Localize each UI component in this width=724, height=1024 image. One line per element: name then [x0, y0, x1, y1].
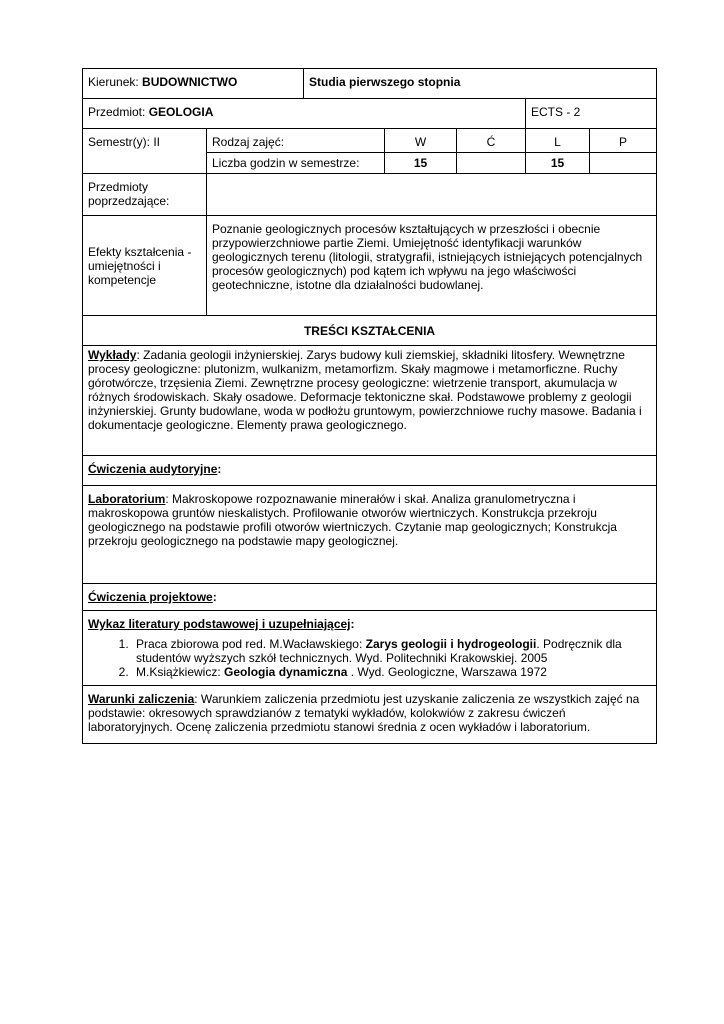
class-types-row [83, 129, 657, 153]
outcomes-label-cell [83, 216, 207, 316]
laboratory-row [83, 486, 657, 584]
semester-label: Semestr(y): II [88, 135, 161, 149]
class-types-label: Rodzaj zajęć: [212, 135, 285, 149]
hours-c [457, 153, 526, 174]
literature-item-title: Geologia dynamiczna [224, 665, 348, 679]
literature-item-details: . Podręcznik dla studentów wyższych szkół technicznych. Wyd. Politechniki Krakowskiej. 2005 [136, 637, 622, 665]
field-subject [83, 99, 526, 129]
prerequisites-label-cell [83, 174, 207, 216]
auditory-cell [83, 456, 657, 486]
literature-item-author: M.Książkiewicz: [136, 665, 225, 679]
literature-item [132, 665, 651, 679]
outcomes-label: Efekty kształcenia - umiejętności i kompetencje [88, 244, 192, 287]
prerequisites-row [83, 174, 657, 216]
hours-w-value: 15 [413, 156, 428, 170]
field-study-level [304, 69, 657, 99]
contents-title-row [83, 316, 657, 346]
literature-item [132, 637, 651, 665]
prerequisites-label: Przedmioty poprzedzające: [88, 180, 170, 208]
project-row [83, 584, 657, 611]
field-ects [526, 99, 657, 129]
syllabus-page [82, 68, 656, 744]
subject-value: GEOLOGIA [148, 105, 214, 119]
type-p: P [590, 129, 657, 153]
header-row [83, 69, 657, 99]
literature-item-details: . Wyd. Geologiczne, Warszawa 1972 [347, 665, 547, 679]
type-l: L [526, 129, 590, 153]
subject-label: Przedmiot: [88, 105, 149, 119]
lectures-cell [83, 346, 657, 456]
passing-text: : Warunkiem zaliczenia przedmiotu jest uzyskanie zaliczenia ze wszystkich zajęć na podstawie: okresowych sprawdzianów z tematyki wykładów, kolokwiów z zakresu ćwiczeń laboratoryjnych. Ocenę zaliczenia przedmiotu stanowi średnia z ocen wykładów i laboratorium. [88, 692, 640, 734]
laboratory-cell [83, 486, 657, 584]
laboratory-text: : Makroskopowe rozpoznawanie minerałów i skał. Analiza granulometryczna i makroskopowa gruntów nieskalistych. Profilowanie otworów wiertniczych. Konstrukcja przekroju geologicznego na podstawie profili otworów wiertniczych. Czytanie map geologicznych; Konstrukcja przekroju geologicznego na podstawie mapy geologicznej. [88, 492, 617, 548]
outcomes-row [83, 216, 657, 316]
project-label: Ćwiczenia projektowe [88, 590, 213, 604]
passing-label: Warunki zaliczenia [88, 692, 195, 706]
literature-item-title: Zarys geologii i hydrogeologii [365, 637, 537, 651]
literature-row [83, 611, 657, 686]
prerequisites-value [207, 174, 657, 216]
auditory-suffix: : [217, 462, 222, 476]
passing-cell [83, 686, 657, 744]
ects-value: ECTS - 2 [531, 105, 581, 119]
field-semester [83, 129, 207, 174]
literature-list [88, 637, 651, 679]
outcomes-text: Poznanie geologicznych procesów kształtujących w przeszłości i obecnie przypowierzchniowe partie Ziemi. Umiejętność identyfikacji warunków geologicznych terenu (litologii, stratygrafii, istniejących istniejących potencjalnych procesów geologicznych) pod kątem ich wpływu na jego właściwości geotechniczne, istotne dla działalności budowlanej. [212, 222, 643, 292]
laboratory-label: Laboratorium [88, 492, 166, 506]
lectures-label: Wykłady [88, 348, 137, 362]
field-program [83, 69, 304, 99]
hours-label: Liczba godzin w semestrze: [212, 156, 360, 170]
program-value: BUDOWNICTWO [142, 75, 238, 89]
study-level: Studia pierwszego stopnia [309, 75, 461, 89]
auditory-label: Ćwiczenia audytoryjne [88, 462, 218, 476]
hours-p [590, 153, 657, 174]
hours-l-value: 15 [550, 156, 565, 170]
program-label: Kierunek: [88, 75, 143, 89]
class-types-label-cell [207, 129, 385, 153]
auditory-row [83, 456, 657, 486]
literature-suffix: : [350, 617, 355, 631]
lectures-row [83, 346, 657, 456]
project-suffix: : [212, 590, 217, 604]
lectures-text: : Zadania geologii inżynierskiej. Zarys budowy kuli ziemskiej, składniki litosfery. Wewnętrzne procesy geologiczne: plutonizm, wulkanizm, metamorfizm. Skały magmowe i metamorficzne. Ruchy górotwórcze, trzęsienia Ziemi. Zewnętrzne procesy geologiczne: wietrzenie transport, akumulacja w różnych środowiskach. Skały osadowe. Deformacje tektoniczne skał. Podstawowe problemy z geologii inżynierskiej. Grunty budowlane, woda w podłożu gruntowym, powierzchniowe ruchy masowe. Badania i dokumentacje geologiczne. Elementy prawa geologicznego. [88, 348, 642, 432]
syllabus-table [82, 68, 657, 744]
literature-item-author: Praca zbiorowa pod red. M.Wacławskiego: [136, 637, 366, 651]
hours-l [526, 153, 590, 174]
type-w: W [385, 129, 457, 153]
passing-row [83, 686, 657, 744]
contents-title: TREŚCI KSZTAŁCENIA [83, 316, 657, 346]
outcomes-text-cell [207, 216, 657, 316]
project-cell [83, 584, 657, 611]
hours-w [385, 153, 457, 174]
type-c: Ć [457, 129, 526, 153]
hours-label-cell [207, 153, 385, 174]
subject-row [83, 99, 657, 129]
literature-cell [83, 611, 657, 686]
literature-label: Wykaz literatury podstawowej i uzupełniającej [88, 617, 351, 631]
